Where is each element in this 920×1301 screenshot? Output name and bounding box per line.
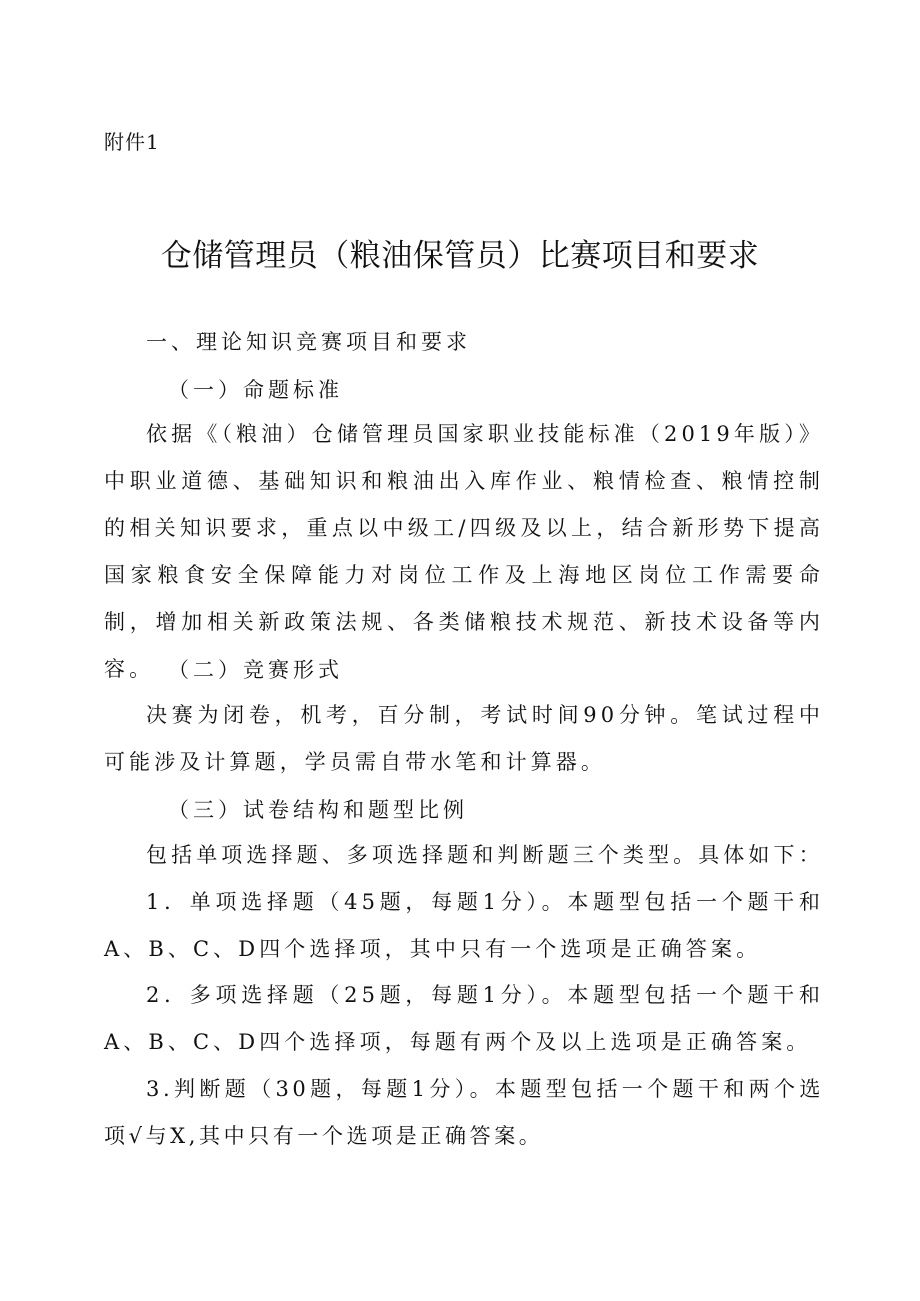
list-item-true-false: 3.判断题（30题，每题1分）。本题型包括一个题干和两个选项√与X,其中只有一个选项是正确答案。 xyxy=(104,1077,824,1148)
section-heading: 一、理论知识竞赛项目和要求 xyxy=(146,330,471,354)
paragraph-standard: 依据《（粮油）仓储管理员国家职业技能标准（2019年版）》中职业道德、基础知识和粮油出入库作业、粮情检查、粮情控制的相关知识要求，重点以中级工/四级及以上，结合新形势下提高国家粮食安全保障能力对岗位工作及上海地区岗位工作需要命制，增加相关新政策法规、各类储粮技术规范、新技术设备等内容。 xyxy=(104,422,824,681)
subsection-heading-3: （三）试卷结构和题型比例 xyxy=(168,798,468,822)
document-title: 仓储管理员（粮油保管员）比赛项目和要求 xyxy=(160,238,760,274)
list-item-single-choice: 1．单项选择题（45题，每题1分）。本题型包括一个题干和A、B、C、D四个选择项，其中只有一个选项是正确答案。 xyxy=(104,890,824,961)
paragraph-format: 决赛为闭卷，机考，百分制，考试时间90分钟。笔试过程中可能涉及计算题，学员需自带水笔和计算器。 xyxy=(104,703,824,774)
attachment-label: 附件1 xyxy=(104,130,160,154)
list-item-multiple-choice: 2．多项选择题（25题，每题1分）。本题型包括一个题干和A、B、C、D四个选择项，每题有两个及以上选项是正确答案。 xyxy=(104,983,824,1054)
paragraph-structure-intro: 包括单项选择题、多项选择题和判断题三个类型。具体如下： xyxy=(146,843,824,867)
subsection-heading-2: （二）竞赛形式 xyxy=(168,658,343,682)
subsection-heading-1: （一）命题标准 xyxy=(168,378,343,402)
